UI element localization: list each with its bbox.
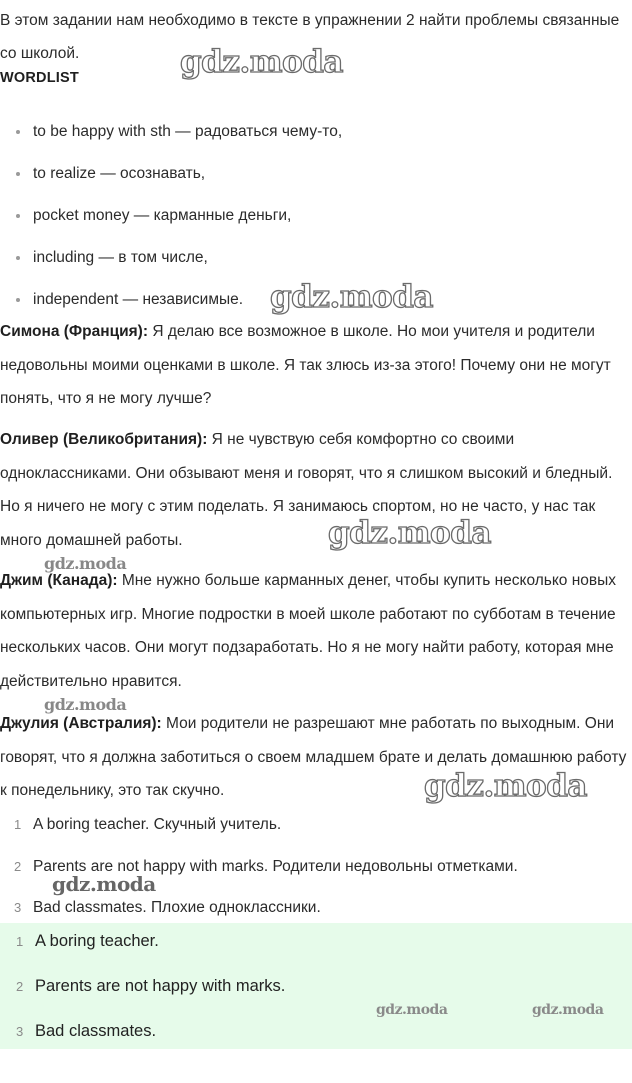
watermark-logo: gdz.moda — [424, 768, 587, 804]
paragraph-simona — [0, 315, 628, 416]
answer-list-en — [0, 930, 285, 1065]
answer-text: Bad classmates. Плохие одноклассники. — [33, 899, 321, 916]
item-number: 2 — [14, 858, 22, 874]
watermark-logo: gdz.moda — [328, 515, 491, 551]
watermark-logo: gdz.moda — [44, 554, 127, 573]
answer-text: A boring teacher. Скучный учитель. — [33, 816, 282, 833]
answer-text: Parents are not happy with marks. — [35, 977, 286, 995]
watermark-logo: gdz.moda — [44, 695, 127, 714]
item-number: 2 — [16, 979, 24, 994]
wordlist-item: to be happy with sth — радоваться чему-то, — [0, 115, 342, 157]
answer-item — [0, 930, 285, 975]
answer-item — [0, 975, 285, 1020]
answer-item — [0, 1020, 285, 1065]
paragraph-text: Мои родители не разрешают мне работать по выходным. Они говорят, что я должна заботиться о своем младшем брате и делать домашнюю работу к понедельнику, это так скучно. — [0, 715, 627, 799]
wordlist-item: to realize — осознавать, — [0, 157, 342, 199]
wordlist-item: pocket money — карманные деньги, — [0, 199, 342, 241]
speaker-name: Оливер (Великобритания): — [0, 431, 208, 448]
paragraph-jim — [0, 564, 628, 698]
answer-text: A boring teacher. — [35, 932, 159, 950]
watermark-logo: gdz.moda — [376, 1002, 448, 1018]
answer-highlight-box — [0, 923, 632, 1049]
watermark-logo: gdz.moda — [270, 279, 433, 315]
wordlist-item: including — в том числе, — [0, 241, 342, 283]
answer-item — [0, 813, 518, 855]
watermark-logo: gdz.moda — [52, 872, 156, 896]
intro-text: В этом задании нам необходимо в тексте в упражнении 2 найти проблемы связанные со школой. — [0, 12, 620, 62]
wordlist-item: independent — независимые. — [0, 283, 342, 325]
paragraph-text: Я делаю все возможное в школе. Но мои учителя и родители недовольны моими оценками в школе. Я так злюсь из-за этого! Почему они не могут понять, что я не могу лучше? — [0, 323, 611, 407]
item-number: 1 — [14, 817, 22, 832]
watermark-logo: gdz.moda — [180, 44, 343, 80]
watermark-logo: gdz.moda — [532, 1002, 604, 1018]
item-number: 1 — [16, 934, 24, 949]
speaker-name: Джулия (Австралия): — [0, 715, 162, 732]
paragraph-oliver — [0, 423, 628, 557]
speaker-name: Джим (Канада): — [0, 572, 118, 589]
answer-text: Parents are not happy with marks. Родители недовольны отметками. — [33, 857, 518, 875]
paragraph-text: Мне нужно больше карманных денег, чтобы купить несколько новых компьютерных игр. Многие подростки в моей школе работают по субботам в течение нескольких часов. Они могут подзаработать. Но я не могу найти работу, которая мне действительно нравится. — [0, 572, 617, 690]
paragraph-text: Я не чувствую себя комфортно со своими одноклассниками. Они обзывают меня и говорят, что я слишком высокий и бледный. Но я ничего не могу с этим поделать. Я занимаюсь спортом, но не часто, у нас так много домашней работы. — [0, 431, 613, 549]
item-number: 3 — [16, 1024, 24, 1039]
item-number: 3 — [14, 900, 22, 915]
speaker-name: Симона (Франция): — [0, 323, 149, 340]
wordlist-heading: WORDLIST — [0, 70, 79, 86]
answer-text: Bad classmates. — [35, 1022, 157, 1040]
